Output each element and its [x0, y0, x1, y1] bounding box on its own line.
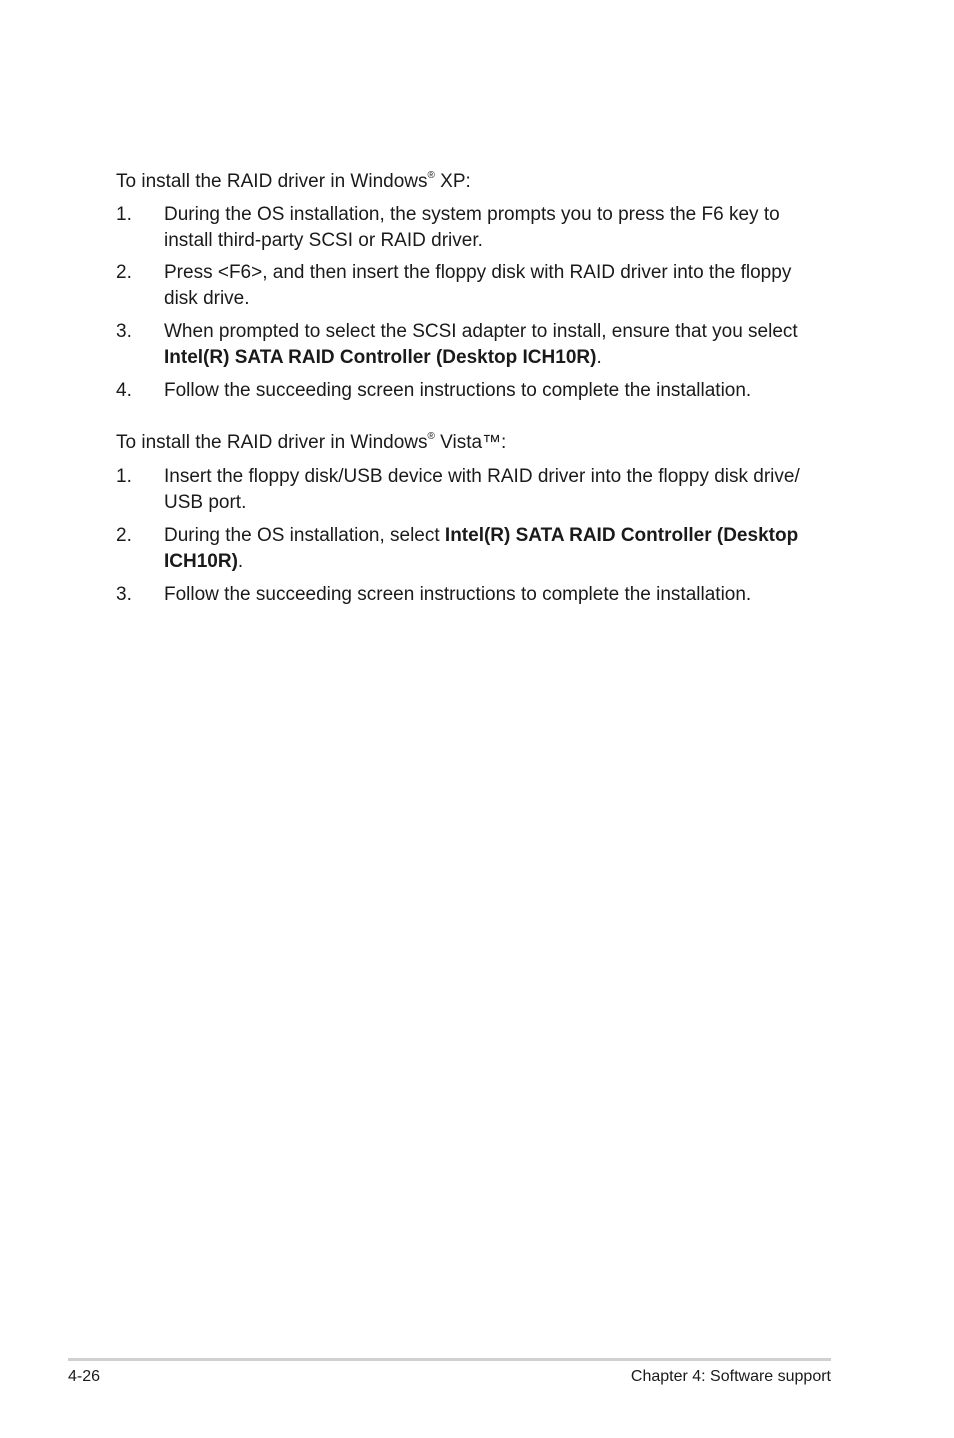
step-text: Follow the succeeding screen instructions to complete the installation.: [164, 380, 752, 401]
step-number: 3.: [116, 584, 132, 605]
vista-heading-suffix: Vista™:: [434, 432, 507, 453]
registered-mark: ®: [427, 430, 435, 442]
step-text: Follow the succeeding screen instructions to complete the installation.: [164, 584, 752, 605]
step-text: When prompted to select the SCSI adapter to install, ensure that you select: [164, 321, 798, 342]
list-item: [116, 464, 826, 516]
xp-heading-suffix: XP:: [434, 171, 471, 192]
controller-name: Intel(R) SATA RAID Controller (Desktop ICH10R): [164, 525, 799, 572]
step-text: During the OS installation, select: [164, 525, 445, 546]
registered-mark: ®: [427, 169, 435, 181]
step-number: 1.: [116, 204, 132, 225]
xp-heading-text: To install the RAID driver in Windows: [116, 171, 428, 192]
step-text-end: .: [237, 551, 244, 572]
list-item: [116, 582, 826, 608]
controller-name: Intel(R) SATA RAID Controller (Desktop ICH10R): [164, 347, 597, 368]
list-item: [116, 202, 826, 254]
list-item: [116, 378, 826, 404]
list-item: [116, 319, 826, 371]
step-text: Press <F6>, and then insert the floppy disk with RAID driver into the floppy disk drive.: [164, 262, 792, 309]
step-number: 1.: [116, 466, 132, 487]
step-text-end: .: [596, 347, 602, 368]
list-item: [116, 260, 826, 312]
page-number: 4-26: [68, 1368, 101, 1385]
step-text: Insert the floppy disk/USB device with RAID driver into the floppy disk drive/ USB port.: [164, 466, 800, 513]
footer-divider: [68, 1358, 831, 1361]
list-item: [116, 523, 826, 575]
chapter-title: Chapter 4: Software support: [630, 1368, 831, 1385]
step-number: 2.: [116, 525, 132, 546]
step-number: 3.: [116, 321, 132, 342]
step-number: 2.: [116, 262, 132, 283]
xp-section-heading: [116, 169, 471, 195]
step-number: 4.: [116, 380, 132, 401]
step-text: During the OS installation, the system prompts you to press the F6 key to install third-party SCSI or RAID driver.: [164, 204, 780, 251]
vista-section-heading: [116, 430, 506, 456]
vista-heading-text: To install the RAID driver in Windows: [116, 432, 428, 453]
